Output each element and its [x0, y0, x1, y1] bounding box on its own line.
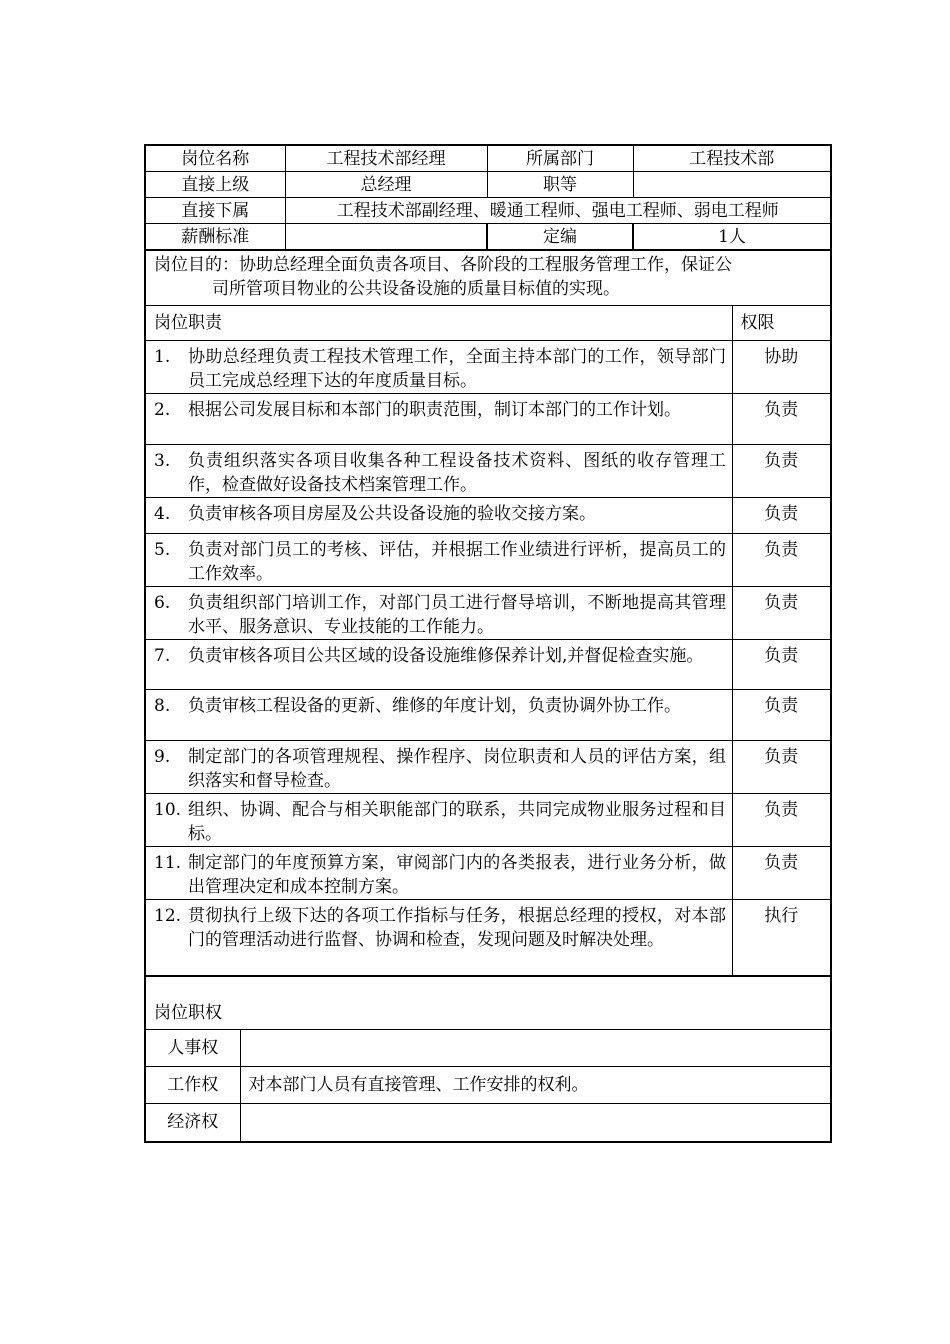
authority-header-label: 权限: [732, 306, 831, 341]
duty-authority: 负责: [732, 640, 831, 690]
duty-number: 2.: [154, 400, 171, 420]
header-row-superior: [145, 172, 831, 198]
duty-row-4: [145, 498, 831, 534]
duty-row-11: [145, 847, 831, 900]
duty-number: 4.: [154, 504, 171, 524]
header-row-position: [145, 145, 831, 172]
grade-value: [633, 172, 831, 198]
position-name-label: 岗位名称: [145, 145, 285, 172]
duty-text: 组织、协调、配合与相关职能部门的联系，共同完成物业服务过程和目标。: [188, 800, 726, 844]
power-value: [240, 1104, 831, 1142]
duty-number: 9.: [154, 747, 171, 767]
duty-number: 12.: [154, 906, 182, 926]
duty-authority: 负责: [732, 587, 831, 640]
grade-label: 职等: [487, 172, 633, 198]
duty-number: 7.: [154, 646, 171, 666]
duty-authority: 负责: [732, 394, 831, 445]
department-value: 工程技术部: [633, 145, 831, 172]
duty-row-10: [145, 794, 831, 847]
duty-authority: 负责: [732, 690, 831, 741]
duty-number: 11.: [154, 853, 182, 873]
position-name-value: 工程技术部经理: [285, 145, 487, 172]
duty-number: 5.: [154, 540, 171, 560]
power-label: 经济权: [145, 1104, 240, 1142]
duty-number: 8.: [154, 696, 171, 716]
duty-text: 负责审核各项目房屋及公共设备设施的验收交接方案。: [188, 504, 596, 524]
power-value: 对本部门人员有直接管理、工作安排的权利。: [240, 1067, 831, 1104]
headcount-value: 1人: [633, 224, 831, 250]
duty-text: 制定部门的各项管理规程、操作程序、岗位职责和人员的评估方案，组织落实和督导检查。: [188, 747, 726, 791]
power-label: 人事权: [145, 1030, 240, 1067]
duty-authority: 负责: [732, 498, 831, 534]
powers-title-row: [145, 977, 831, 1030]
salary-value: [285, 224, 487, 250]
duty-row-6: [145, 587, 831, 640]
duty-row-1: [145, 341, 831, 394]
duty-row-3: [145, 445, 831, 498]
duty-text: 负责对部门员工的考核、评估，并根据工作业绩进行评析，提高员工的工作效率。: [188, 540, 726, 584]
subordinates-label: 直接下属: [145, 198, 285, 224]
duties-header-label: 岗位职责: [145, 306, 732, 341]
duty-authority: 协助: [732, 341, 831, 394]
duty-number: 10.: [154, 800, 182, 820]
superior-value: 总经理: [285, 172, 487, 198]
powers-title: 岗位职权: [145, 977, 831, 1030]
duty-row-8: [145, 690, 831, 741]
power-row-personnel: [145, 1030, 831, 1067]
duty-text: 贯彻执行上级下达的各项工作指标与任务，根据总经理的授权，对本部门的管理活动进行监督、协调和检查，发现问题及时解决处理。: [188, 906, 726, 950]
duty-text: 负责组织落实各项目收集各种工程设备技术资料、图纸的收存管理工作，检查做好设备技术档案管理工作。: [188, 451, 726, 495]
duty-authority: 执行: [732, 900, 831, 976]
subordinates-value: 工程技术部副经理、暖通工程师、强电工程师、弱电工程师: [285, 198, 831, 224]
header-table: [144, 144, 832, 250]
power-label: 工作权: [145, 1067, 240, 1104]
duty-number: 1.: [154, 347, 171, 367]
purpose-line-1: 岗位目的：协助总经理全面负责各项目、各阶段的工程服务管理工作，保证公: [154, 255, 732, 275]
duty-row-7: [145, 640, 831, 690]
header-row-subordinates: [145, 198, 831, 224]
duty-number: 3.: [154, 451, 171, 471]
duty-authority: 负责: [732, 847, 831, 900]
duty-text: 负责组织部门培训工作，对部门员工进行督导培训，不断地提高其管理水平、服务意识、专业技能的工作能力。: [188, 593, 726, 637]
job-description-form: [144, 144, 830, 1143]
superior-label: 直接上级: [145, 172, 285, 198]
duty-text: 负责审核工程设备的更新、维修的年度计划，负责协调外协工作。: [188, 696, 681, 716]
duties-table: [144, 250, 832, 976]
purpose-cell: [145, 251, 831, 306]
duty-authority: 负责: [732, 741, 831, 794]
power-row-work: [145, 1067, 831, 1104]
duty-text: 根据公司发展目标和本部门的职责范围，制订本部门的工作计划。: [188, 400, 681, 420]
headcount-label: 定编: [487, 224, 633, 250]
duties-header-row: [145, 306, 831, 341]
header-row-salary: [145, 224, 831, 250]
salary-label: 薪酬标准: [145, 224, 285, 250]
power-row-economic: [145, 1104, 831, 1142]
duty-row-2: [145, 394, 831, 445]
purpose-line-2: 司所管项目物业的公共设备设施的质量目标值的实现。: [212, 279, 620, 299]
duty-row-5: [145, 534, 831, 587]
duty-number: 6.: [154, 593, 171, 613]
power-value: [240, 1030, 831, 1067]
duty-row-12: [145, 900, 831, 976]
duty-text: 协助总经理负责工程技术管理工作，全面主持本部门的工作，领导部门员工完成总经理下达的年度质量目标。: [188, 347, 726, 391]
duty-authority: 负责: [732, 445, 831, 498]
duty-text: 负责审核各项目公共区域的设备设施维修保养计划,并督促检查实施。: [188, 646, 704, 666]
duty-authority: 负责: [732, 794, 831, 847]
duty-authority: 负责: [732, 534, 831, 587]
duty-text: 制定部门的年度预算方案，审阅部门内的各类报表，进行业务分析，做出管理决定和成本控制方案。: [188, 853, 726, 897]
duty-row-9: [145, 741, 831, 794]
purpose-row: [145, 251, 831, 306]
department-label: 所属部门: [487, 145, 633, 172]
powers-table: [144, 976, 832, 1143]
